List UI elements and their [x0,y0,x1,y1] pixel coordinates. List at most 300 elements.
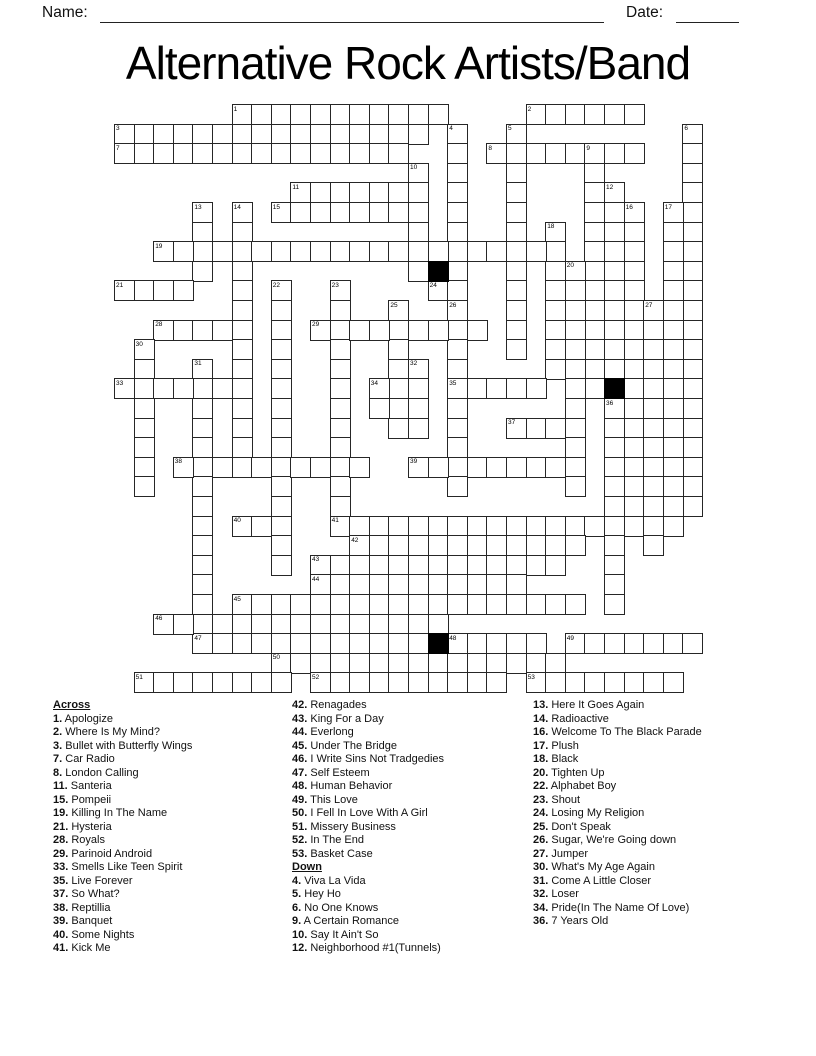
grid-cell[interactable] [584,104,605,125]
grid-cell[interactable] [565,535,586,556]
grid-cell[interactable] [447,672,468,693]
grid-cell[interactable] [565,359,586,380]
grid-cell[interactable] [682,476,703,497]
grid-cell[interactable] [486,516,507,537]
grid-cell[interactable] [349,672,370,693]
grid-cell[interactable] [624,378,645,399]
grid-cell[interactable] [330,202,351,223]
grid-cell[interactable] [192,457,213,478]
grid-cell[interactable] [271,104,292,125]
grid-cell[interactable] [114,280,135,301]
grid-cell[interactable] [192,320,213,341]
grid-cell[interactable] [486,378,507,399]
grid-cell[interactable] [428,672,449,693]
grid-cell[interactable] [388,202,409,223]
grid-cell[interactable] [506,457,527,478]
grid-cell[interactable] [447,222,468,243]
grid-cell[interactable] [330,653,351,674]
grid-cell[interactable] [330,339,351,360]
grid-cell[interactable] [408,594,429,615]
grid-cell[interactable] [192,222,213,243]
grid-cell[interactable] [251,614,272,635]
grid-cell[interactable] [369,378,390,399]
grid-cell[interactable] [173,280,194,301]
grid-cell[interactable] [565,594,586,615]
grid-cell[interactable] [682,202,703,223]
grid-cell[interactable] [545,672,566,693]
grid-cell[interactable] [408,516,429,537]
grid-cell[interactable] [408,261,429,282]
grid-cell[interactable] [682,222,703,243]
grid-cell[interactable] [388,398,409,419]
grid-cell[interactable] [369,124,390,145]
grid-cell[interactable] [330,280,351,301]
grid-cell[interactable] [506,280,527,301]
grid-cell[interactable] [682,124,703,145]
grid-cell[interactable] [663,300,684,321]
grid-cell[interactable] [134,418,155,439]
grid-cell[interactable] [192,143,213,164]
grid-cell[interactable] [271,672,292,693]
grid-cell[interactable] [526,633,547,654]
grid-cell[interactable] [408,672,429,693]
grid-cell[interactable] [486,555,507,576]
grid-cell[interactable] [604,182,625,203]
grid-cell[interactable] [486,653,507,674]
grid-cell[interactable] [663,672,684,693]
grid-cell[interactable] [506,143,527,164]
grid-cell[interactable] [506,320,527,341]
grid-cell[interactable] [526,418,547,439]
grid-cell[interactable] [212,672,233,693]
grid-cell[interactable] [565,143,586,164]
grid-cell[interactable] [330,300,351,321]
grid-cell[interactable] [643,633,664,654]
grid-cell[interactable] [526,104,547,125]
grid-cell[interactable] [369,594,390,615]
grid-cell[interactable] [192,555,213,576]
grid-cell[interactable] [604,104,625,125]
grid-cell[interactable] [447,594,468,615]
grid-cell[interactable] [271,320,292,341]
grid-cell[interactable] [682,437,703,458]
grid-cell[interactable] [251,104,272,125]
grid-cell[interactable] [682,280,703,301]
grid-cell[interactable] [526,594,547,615]
grid-cell[interactable] [682,457,703,478]
grid-cell[interactable] [388,653,409,674]
grid-cell[interactable] [584,300,605,321]
grid-cell[interactable] [584,280,605,301]
grid-cell[interactable] [682,633,703,654]
grid-cell[interactable] [310,614,331,635]
grid-cell[interactable] [545,516,566,537]
grid-cell[interactable] [388,182,409,203]
grid-cell[interactable] [506,300,527,321]
grid-cell[interactable] [663,359,684,380]
grid-cell[interactable] [565,280,586,301]
grid-cell[interactable] [310,653,331,674]
grid-cell[interactable] [545,143,566,164]
grid-cell[interactable] [486,241,507,262]
grid-cell[interactable] [310,124,331,145]
grid-cell[interactable] [271,378,292,399]
grid-cell[interactable] [408,359,429,380]
grid-cell[interactable] [388,124,409,145]
grid-cell[interactable] [232,202,253,223]
grid-cell[interactable] [271,457,292,478]
grid-cell[interactable] [349,614,370,635]
grid-cell[interactable] [428,614,449,635]
grid-cell[interactable] [330,437,351,458]
grid-cell[interactable] [330,182,351,203]
grid-cell[interactable] [349,320,370,341]
grid-cell[interactable] [447,437,468,458]
grid-cell[interactable] [369,633,390,654]
grid-cell[interactable] [408,535,429,556]
grid-cell[interactable] [682,398,703,419]
grid-cell[interactable] [232,633,253,654]
grid-cell[interactable] [624,672,645,693]
grid-cell[interactable] [134,359,155,380]
grid-cell[interactable] [545,594,566,615]
grid-cell[interactable] [271,516,292,537]
grid-cell[interactable] [290,124,311,145]
grid-cell[interactable] [408,457,429,478]
grid-cell[interactable] [565,672,586,693]
grid-cell[interactable] [643,516,664,537]
grid-cell[interactable] [349,594,370,615]
grid-cell[interactable] [173,320,194,341]
grid-cell[interactable] [428,535,449,556]
grid-cell[interactable] [251,672,272,693]
grid-cell[interactable] [310,672,331,693]
grid-cell[interactable] [682,182,703,203]
grid-cell[interactable] [604,437,625,458]
grid-cell[interactable] [643,320,664,341]
grid-cell[interactable] [565,104,586,125]
grid-cell[interactable] [584,633,605,654]
grid-cell[interactable] [349,182,370,203]
grid-cell[interactable] [526,241,547,262]
grid-cell[interactable] [447,398,468,419]
grid-cell[interactable] [408,182,429,203]
grid-cell[interactable] [388,418,409,439]
grid-cell[interactable] [232,457,253,478]
grid-cell[interactable] [624,241,645,262]
grid-cell[interactable] [290,653,311,674]
grid-cell[interactable] [663,202,684,223]
grid-cell[interactable] [408,320,429,341]
grid-cell[interactable] [388,555,409,576]
grid-cell[interactable] [447,320,468,341]
grid-cell[interactable] [604,261,625,282]
grid-cell[interactable] [506,163,527,184]
grid-cell[interactable] [624,398,645,419]
grid-cell[interactable] [643,418,664,439]
grid-cell[interactable] [192,418,213,439]
grid-cell[interactable] [369,653,390,674]
grid-cell[interactable] [467,320,488,341]
grid-cell[interactable] [251,633,272,654]
grid-cell[interactable] [232,594,253,615]
grid-cell[interactable] [604,574,625,595]
grid-cell[interactable] [408,124,429,145]
grid-cell[interactable] [271,124,292,145]
grid-cell[interactable] [682,418,703,439]
grid-cell[interactable] [467,241,488,262]
grid-cell[interactable] [604,555,625,576]
grid-cell[interactable] [232,222,253,243]
grid-cell[interactable] [153,320,174,341]
grid-cell[interactable] [565,300,586,321]
grid-cell[interactable] [153,143,174,164]
grid-cell[interactable] [134,476,155,497]
grid-cell[interactable] [526,535,547,556]
grid-cell[interactable] [565,418,586,439]
grid-cell[interactable] [408,653,429,674]
grid-cell[interactable] [486,633,507,654]
grid-cell[interactable] [330,574,351,595]
grid-cell[interactable] [682,496,703,517]
grid-cell[interactable] [467,535,488,556]
grid-cell[interactable] [388,672,409,693]
grid-cell[interactable] [624,104,645,125]
grid-cell[interactable] [663,222,684,243]
grid-cell[interactable] [232,359,253,380]
grid-cell[interactable] [212,320,233,341]
grid-cell[interactable] [584,339,605,360]
grid-cell[interactable] [447,182,468,203]
grid-cell[interactable] [408,202,429,223]
grid-cell[interactable] [682,163,703,184]
grid-cell[interactable] [467,516,488,537]
grid-cell[interactable] [506,241,527,262]
grid-cell[interactable] [388,320,409,341]
grid-cell[interactable] [173,241,194,262]
grid-cell[interactable] [134,280,155,301]
grid-cell[interactable] [584,222,605,243]
grid-cell[interactable] [349,457,370,478]
grid-cell[interactable] [604,672,625,693]
grid-cell[interactable] [545,339,566,360]
grid-cell[interactable] [663,398,684,419]
grid-cell[interactable] [192,124,213,145]
grid-cell[interactable] [663,339,684,360]
grid-cell[interactable] [369,202,390,223]
grid-cell[interactable] [408,418,429,439]
grid-cell[interactable] [604,222,625,243]
grid-cell[interactable] [212,124,233,145]
grid-cell[interactable] [173,672,194,693]
grid-cell[interactable] [428,574,449,595]
grid-cell[interactable] [192,437,213,458]
grid-cell[interactable] [173,143,194,164]
grid-cell[interactable] [643,672,664,693]
grid-cell[interactable] [349,241,370,262]
grid-cell[interactable] [192,614,213,635]
grid-cell[interactable] [447,516,468,537]
grid-cell[interactable] [369,320,390,341]
grid-cell[interactable] [624,457,645,478]
grid-cell[interactable] [232,320,253,341]
grid-cell[interactable] [604,300,625,321]
grid-cell[interactable] [447,378,468,399]
grid-cell[interactable] [682,378,703,399]
grid-cell[interactable] [388,143,409,164]
grid-cell[interactable] [290,202,311,223]
grid-cell[interactable] [310,202,331,223]
grid-cell[interactable] [232,418,253,439]
grid-cell[interactable] [447,535,468,556]
grid-cell[interactable] [310,143,331,164]
grid-cell[interactable] [192,633,213,654]
grid-cell[interactable] [310,574,331,595]
grid-cell[interactable] [349,535,370,556]
grid-cell[interactable] [545,535,566,556]
grid-cell[interactable] [232,378,253,399]
grid-cell[interactable] [388,241,409,262]
grid-cell[interactable] [604,496,625,517]
grid-cell[interactable] [624,143,645,164]
grid-cell[interactable] [486,535,507,556]
grid-cell[interactable] [271,476,292,497]
grid-cell[interactable] [604,280,625,301]
grid-cell[interactable] [271,418,292,439]
grid-cell[interactable] [604,398,625,419]
grid-cell[interactable] [134,457,155,478]
grid-cell[interactable] [565,320,586,341]
grid-cell[interactable] [624,222,645,243]
grid-cell[interactable] [428,516,449,537]
grid-cell[interactable] [565,261,586,282]
grid-cell[interactable] [584,241,605,262]
grid-cell[interactable] [604,241,625,262]
grid-cell[interactable] [251,143,272,164]
grid-cell[interactable] [506,574,527,595]
grid-cell[interactable] [330,124,351,145]
grid-cell[interactable] [447,339,468,360]
grid-cell[interactable] [408,163,429,184]
grid-cell[interactable] [584,261,605,282]
grid-cell[interactable] [545,261,566,282]
grid-cell[interactable] [251,124,272,145]
grid-cell[interactable] [134,339,155,360]
grid-cell[interactable] [114,124,135,145]
grid-cell[interactable] [408,574,429,595]
grid-cell[interactable] [447,476,468,497]
grid-cell[interactable] [506,516,527,537]
grid-cell[interactable] [232,672,253,693]
grid-cell[interactable] [271,300,292,321]
grid-cell[interactable] [624,359,645,380]
grid-cell[interactable] [506,653,527,674]
grid-cell[interactable] [467,574,488,595]
grid-cell[interactable] [251,516,272,537]
grid-cell[interactable] [408,104,429,125]
grid-cell[interactable] [330,320,351,341]
grid-cell[interactable] [682,359,703,380]
grid-cell[interactable] [408,378,429,399]
grid-cell[interactable] [408,633,429,654]
grid-cell[interactable] [388,104,409,125]
grid-cell[interactable] [545,418,566,439]
grid-cell[interactable] [388,378,409,399]
grid-cell[interactable] [232,280,253,301]
grid-cell[interactable] [584,202,605,223]
grid-cell[interactable] [447,241,468,262]
grid-cell[interactable] [153,241,174,262]
grid-cell[interactable] [310,320,331,341]
grid-cell[interactable] [643,359,664,380]
grid-cell[interactable] [624,280,645,301]
grid-cell[interactable] [408,222,429,243]
grid-cell[interactable] [290,182,311,203]
grid-cell[interactable] [192,398,213,419]
grid-cell[interactable] [584,320,605,341]
grid-cell[interactable] [330,378,351,399]
grid-cell[interactable] [232,261,253,282]
grid-cell[interactable] [604,457,625,478]
grid-cell[interactable] [310,594,331,615]
grid-cell[interactable] [192,496,213,517]
grid-cell[interactable] [134,143,155,164]
grid-cell[interactable] [290,614,311,635]
grid-cell[interactable] [330,398,351,419]
grid-cell[interactable] [290,633,311,654]
grid-cell[interactable] [369,182,390,203]
grid-cell[interactable] [153,672,174,693]
grid-cell[interactable] [663,280,684,301]
grid-cell[interactable] [271,437,292,458]
grid-cell[interactable] [192,241,213,262]
grid-cell[interactable] [545,280,566,301]
grid-cell[interactable] [584,378,605,399]
grid-cell[interactable] [369,574,390,595]
grid-cell[interactable] [408,241,429,262]
grid-cell[interactable] [447,261,468,282]
grid-cell[interactable] [271,398,292,419]
grid-cell[interactable] [330,476,351,497]
grid-cell[interactable] [682,339,703,360]
grid-cell[interactable] [388,359,409,380]
grid-cell[interactable] [682,320,703,341]
grid-cell[interactable] [349,202,370,223]
grid-cell[interactable] [330,359,351,380]
grid-cell[interactable] [447,202,468,223]
grid-cell[interactable] [232,124,253,145]
grid-cell[interactable] [447,124,468,145]
grid-cell[interactable] [349,653,370,674]
grid-cell[interactable] [604,339,625,360]
grid-cell[interactable] [663,418,684,439]
grid-cell[interactable] [584,182,605,203]
grid-cell[interactable] [232,398,253,419]
grid-cell[interactable] [682,143,703,164]
grid-cell[interactable] [212,241,233,262]
grid-cell[interactable] [506,594,527,615]
grid-cell[interactable] [663,378,684,399]
grid-cell[interactable] [624,418,645,439]
grid-cell[interactable] [447,300,468,321]
grid-cell[interactable] [192,672,213,693]
grid-cell[interactable] [624,496,645,517]
grid-cell[interactable] [428,104,449,125]
grid-cell[interactable] [349,574,370,595]
grid-cell[interactable] [349,555,370,576]
grid-cell[interactable] [663,496,684,517]
grid-cell[interactable] [388,535,409,556]
